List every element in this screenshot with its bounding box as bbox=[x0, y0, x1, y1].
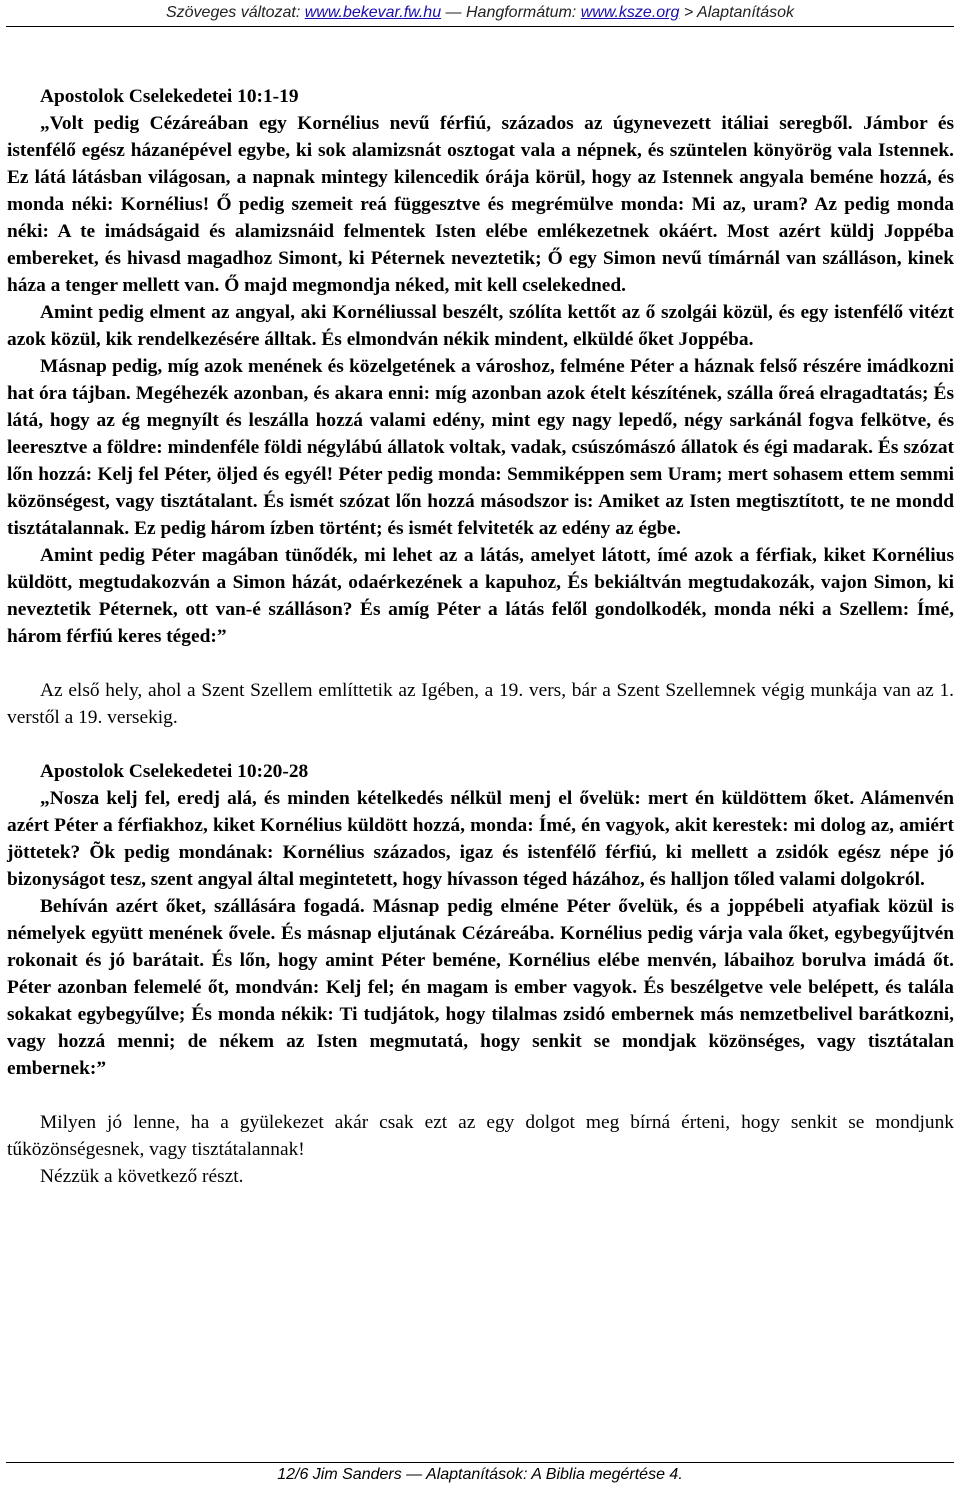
header-divider bbox=[6, 26, 954, 27]
section1-reference: Apostolok Cselekedetei 10:1-19 bbox=[40, 86, 299, 107]
section1-paragraph-1: „Volt pedig Cézáreában egy Kornélius nevű férfiú, százados az úgynevezett itáliai seregből. Jámbor és istenfélő egész házanépével egybe, ki sok alamizsnát osztogat vala a népnek, és szüntelen könyörög vala Istennek. Ez látá látásban világosan, a napnak mintegy kilencedik órája körül, hogy az Istennek angyala beméne hozzá, és monda néki: Kornélius! Ő pedig szemeit reá függesztve és megrémülve monda: Mi az, uram? Az pedig monda néki: A te imádságaid és alamizsnáid felmentek Isten elébe emlékezetnek okáért. Most azért küldj Joppéba embereket, és hivasd magadhoz Simont, ki Péternek neveztetik; Ő egy Simon nevű tímárnál van szálláson, kinek háza a tenger mellett van. Ő majd megmondja néked, mit kell cselekedned. bbox=[7, 113, 954, 296]
section1-comment: Az első hely, ahol a Szent Szellem említtetik az Igében, a 19. vers, bár a Szent Szellemnek végig munkája van az 1. verstől a 19. versekig. bbox=[7, 680, 954, 728]
section2-paragraph-2: Behíván azért őket, szállására fogadá. Másnap pedig elméne Péter ővelük, és a joppébeli atyafiak közül is némelyek együtt menének ővele. És másnap eljutának Cézáreába. Kornélius pedig várja vala őket, egybegyűjtvén rokonait és jó barátait. És lőn, hogy amint Péter beméne, Kornélius elébe menvén, lábaihoz borulva imádá őt. Péter azonban felemelé őt, mondván: Kelj fel; én magam is ember vagyok. És beszélgetve vele belépett, és talála sokakat egybegyűlve; És monda nékik: Ti tudjátok, hogy tilalmas zsidó embernek más nemzetbelivel barátkozni, vagy hozzá menni; de nékem az Isten megmutatá, hogy senkit se mondjak közönséges, vagy tisztátalan embernek:” bbox=[7, 896, 954, 1079]
footer-divider bbox=[6, 1462, 954, 1463]
header-separator: — bbox=[441, 4, 466, 21]
text-version-link[interactable]: www.bekevar.fw.hu bbox=[304, 4, 442, 21]
audio-format-label: Hangformátum: bbox=[465, 4, 577, 21]
section1-paragraph-4: Amint pedig Péter magában tünődék, mi lehet az a látás, amelyet látott, ímé azok a férfiak, kiket Kornélius küldött, megtudakozván a Simon házát, odaérkezének a kapuhoz, És bekiáltván megtudakozák, vajon Simon, ki neveztetik Péternek, ott van-é szálláson? És amíg Péter a látás felől gondolkodék, monda néki a Szellem: Ímé, három férfiú keres téged:” bbox=[7, 545, 954, 647]
section2-comment-1: Milyen jó lenne, ha a gyülekezet akár csak ezt az egy dolgot meg bírná érteni, hogy senkit se mondjunk tűközönségesnek, vagy tisztátalannak! bbox=[7, 1112, 954, 1160]
document-body bbox=[7, 56, 954, 1190]
spacer bbox=[7, 56, 954, 83]
text-version-label: Szöveges változat: bbox=[165, 4, 301, 21]
section1-paragraph-2: Amint pedig elment az angyal, aki Kornéliussal beszélt, szólíta kettőt az ő szolgái közül, és egy istenfélő vitézt azok közül, kik rendelkezésére álltak. És elmondván nékik mindent, elküldé őket Joppéba. bbox=[7, 302, 954, 350]
audio-format-link[interactable]: www.ksze.org bbox=[580, 4, 680, 21]
spacer bbox=[7, 650, 954, 677]
section2-comment-2: Nézzük a következő részt. bbox=[40, 1166, 244, 1187]
page-header bbox=[0, 2, 960, 26]
spacer bbox=[7, 1082, 954, 1109]
section2-reference: Apostolok Cselekedetei 10:20-28 bbox=[40, 761, 309, 782]
page-footer: 12/6 Jim Sanders — Alaptanítások: A Biblia megértése 4. bbox=[277, 1466, 683, 1483]
header-breadcrumb: > Alaptanítások bbox=[683, 4, 795, 21]
spacer bbox=[7, 731, 954, 758]
section2-paragraph-1: „Nosza kelj fel, eredj alá, és minden kételkedés nélkül menj el ővelük: mert én küldöttem őket. Alámenvén azért Péter a férfiakhoz, kiket Kornélius küldött hozzá, monda: Ímé, én vagyok, akit kerestek: mi dolog az, amiért jöttetek? Õk pedig mondának: Kornélius százados, igaz és istenfélő férfiú, ki mellett a zsidók egész népe jó bizonyságot tesz, szent angyal által megintetett, hogy hívasson téged házához, és halljon tőled valami dolgokról. bbox=[7, 788, 954, 890]
section1-paragraph-3: Másnap pedig, míg azok menének és közelgetének a városhoz, felméne Péter a háznak felső részére imádkozni hat óra tájban. Megéhezék azonban, és akara enni: míg azonban azok ételt készítének, szálla őreá elragadtatás; És látá, hogy az ég megnyílt és leszálla hozzá valami edény, mint egy nagy lepedő, négy sarkánál fogva felkötve, és leeresztve a földre: mindenféle földi négylábú állatok voltak, vadak, csúszómászó állatok és égi madarak. És szózat lőn hozzá: Kelj fel Péter, öljed és egyél! Péter pedig monda: Semmiképpen sem Uram; mert sohasem ettem semmi közönségest, vagy tisztátalant. És ismét szózat lőn hozzá másodszor is: Amiket az Isten megtisztított, te ne mondd tisztátalannak. Ez pedig három ízben történt; és ismét felviteték az edény az égbe. bbox=[7, 356, 954, 539]
